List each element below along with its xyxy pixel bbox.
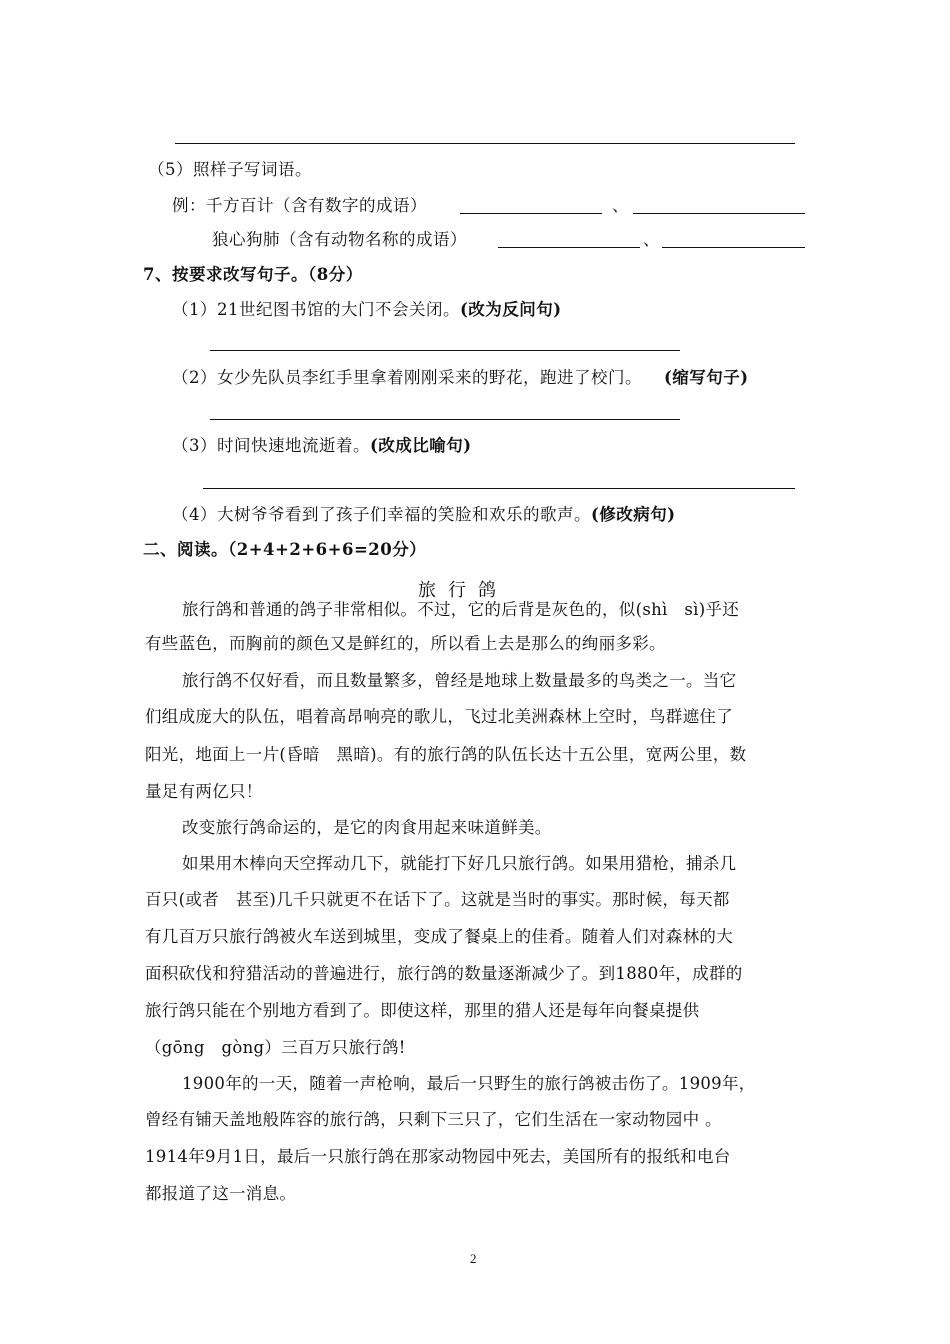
separator: 、: [612, 196, 629, 215]
q5-example-1: 例：千方百计（含有数字的成语）: [172, 196, 427, 215]
answer-line: [203, 488, 795, 489]
answer-line: [210, 419, 680, 420]
item-text: （3）时间快速地流逝着。: [172, 436, 370, 455]
item-instruction: (修改病句): [591, 505, 676, 524]
passage-line: 们组成庞大的队伍，唱着高昂响亮的歌儿，飞过北美洲森林上空时，鸟群遮住了: [145, 707, 733, 726]
item-text: （1）21世纪图书馆的大门不会关闭。: [172, 300, 460, 319]
passage-line: 旅行鸽和普通的鸽子非常相似。不过，它的后背是灰色的，似(shì sì)乎还: [182, 600, 740, 619]
q7-item-1: [172, 302, 562, 319]
passage-line: （gōng gòng）三百万只旅行鸽!: [145, 1038, 406, 1057]
q5-heading: （5）照样子写词语。: [148, 160, 312, 179]
answer-line: [210, 350, 680, 351]
item-instruction: (改成比喻句): [370, 436, 472, 455]
passage-line: 百只(或者 甚至)几千只就更不在话下了。这就是当时的事实。那时候，每天都: [145, 890, 730, 909]
passage-line: 旅行鸽不仅好看，而且数量繁多，曾经是地球上数量最多的鸟类之一。当它: [182, 671, 737, 690]
page-number: 2: [470, 1251, 477, 1266]
answer-line: [498, 247, 640, 248]
q7-heading: 7、按要求改写句子。（8分）: [143, 265, 363, 284]
item-instruction: (缩写句子): [664, 368, 749, 387]
passage-line: 阳光，地面上一片(昏暗 黑暗)。有的旅行鸽的队伍长达十五公里，宽两公里，数: [145, 745, 747, 764]
q7-item-3: [172, 438, 472, 455]
passage-line: 旅行鸽只能在个别地方看到了。即使这样，那里的猎人还是每年向餐桌提供: [145, 1001, 700, 1020]
passage-title: 旅行鸽: [418, 580, 508, 601]
separator: 、: [643, 230, 660, 249]
answer-line: [460, 213, 602, 214]
passage-line: 有几百万只旅行鸽被火车送到城里，变成了餐桌上的佳肴。随着人们对森林的大: [145, 927, 733, 946]
q7-item-4: [172, 507, 676, 524]
q7-item-2: [172, 370, 749, 387]
item-instruction: (改为反问句): [460, 300, 562, 319]
item-text: （2）女少先队员李红手里拿着刚刚采来的野花，跑进了校门。: [172, 368, 642, 387]
passage-line: 如果用木棒向天空挥动几下，就能打下好几只旅行鸽。如果用猎枪，捕杀几: [182, 854, 737, 873]
passage-line: 改变旅行鸽命运的，是它的肉食用起来味道鲜美。: [182, 818, 552, 837]
passage-line: 量足有两亿只！: [145, 782, 263, 801]
passage-line: 1900年的一天，随着一声枪响，最后一只野生的旅行鸽被击伤了。1909年，: [182, 1074, 756, 1093]
passage-line: 有些蓝色，而胸前的颜色又是鲜红的，所以看上去是那么的绚丽多彩。: [145, 634, 666, 653]
answer-line: [662, 247, 805, 248]
passage-line: 1914年9月1日，最后一只旅行鸽在那家动物园中死去，美国所有的报纸和电台: [145, 1147, 731, 1166]
item-text: （4）大树爷爷看到了孩子们幸福的笑脸和欢乐的歌声。: [172, 505, 591, 524]
passage-line: 都报道了这一消息。: [145, 1184, 297, 1203]
answer-line: [633, 213, 805, 214]
passage-line: 曾经有铺天盖地般阵容的旅行鸽，只剩下三只了，它们生活在一家动物园中 。: [145, 1110, 722, 1129]
passage-line: 面积砍伐和狩猎活动的普遍进行，旅行鸽的数量逐渐减少了。到1880年，成群的: [145, 964, 743, 983]
answer-line: [175, 143, 795, 144]
q5-example-2: 狼心狗肺（含有动物名称的成语）: [212, 230, 467, 249]
reading-heading: 二、阅读。（2+4+2+6+6=20分）: [143, 540, 427, 559]
